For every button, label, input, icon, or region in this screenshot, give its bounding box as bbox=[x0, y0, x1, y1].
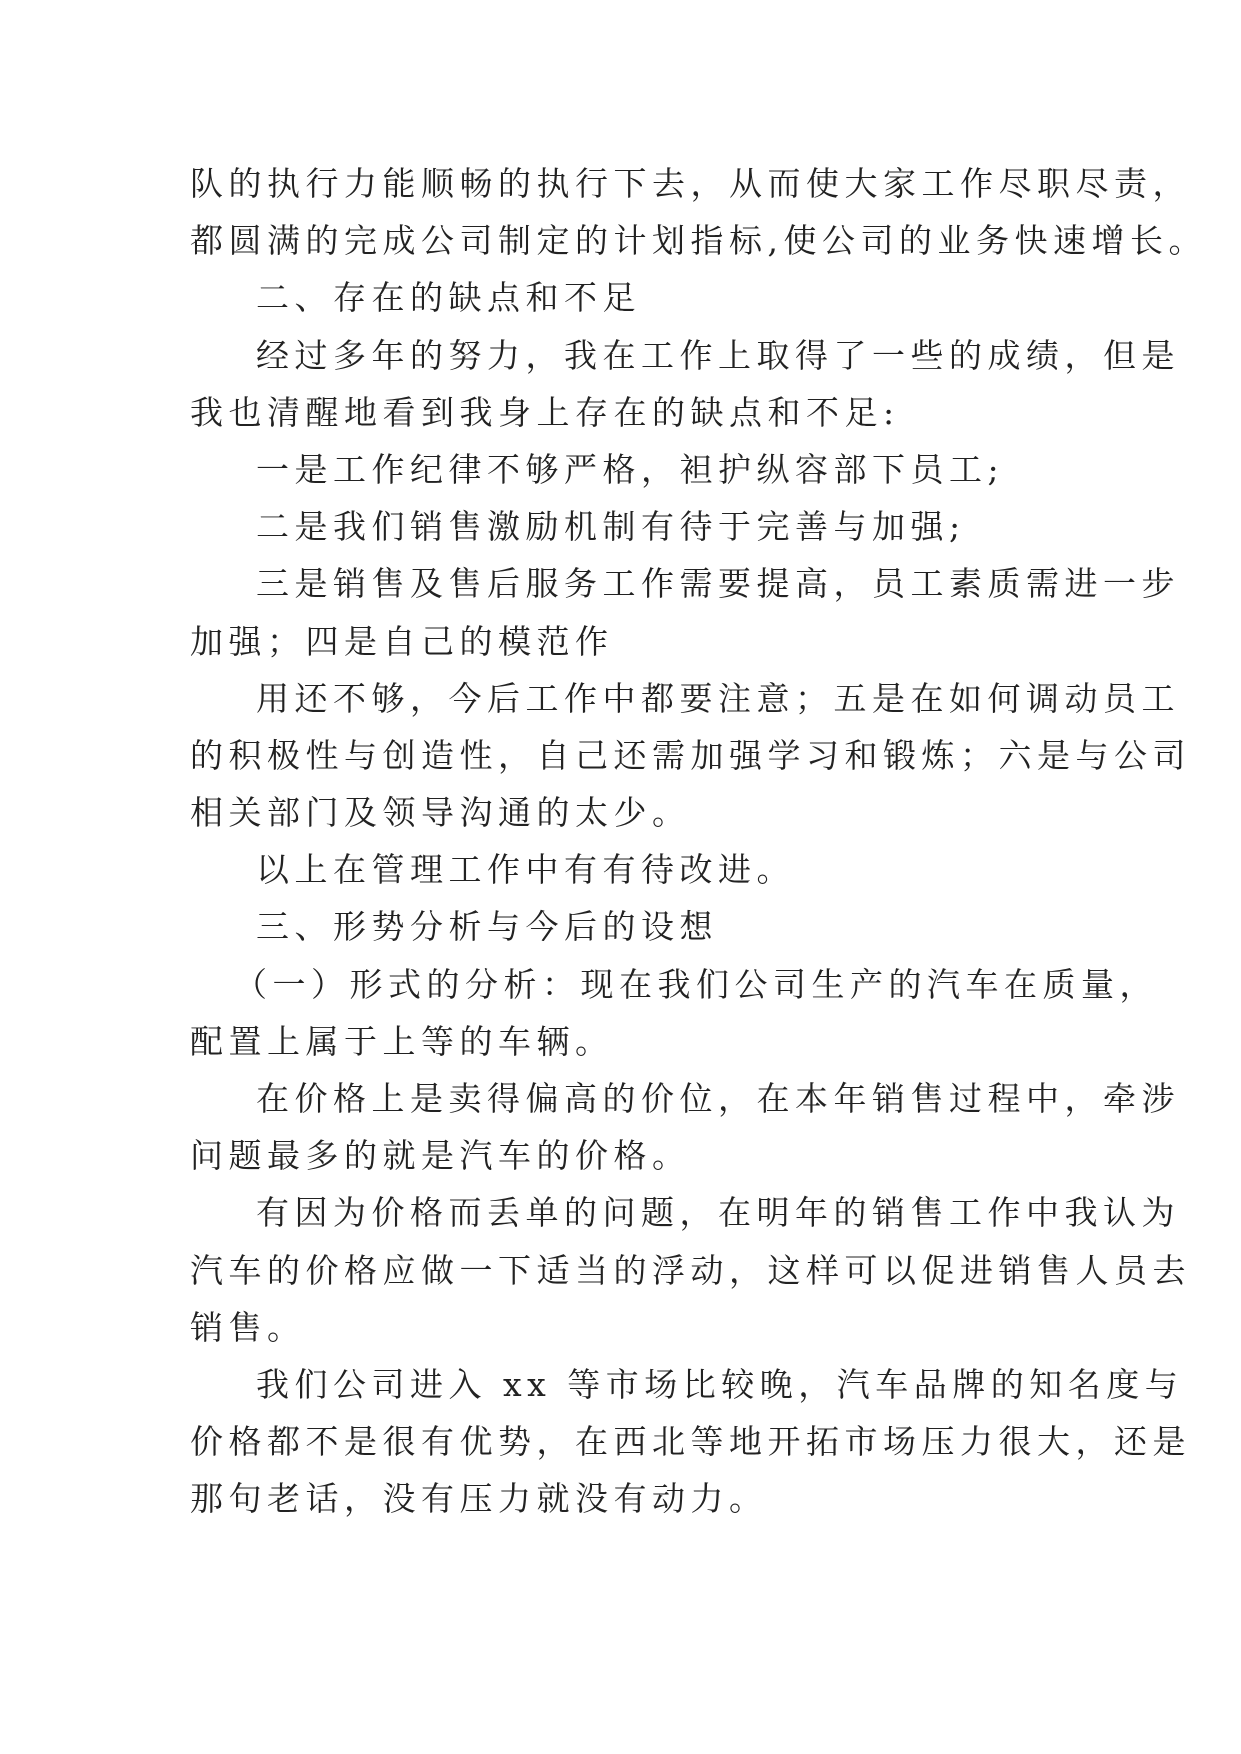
text-line: 有因为价格而丢单的问题，在明年的销售工作中我认为 bbox=[256, 1193, 1180, 1233]
text-line: 销售。 bbox=[190, 1307, 306, 1347]
text-line: 我也清醒地看到我身上存在的缺点和不足: bbox=[190, 392, 900, 432]
text-line: 队的执行力能顺畅的执行下去，从而使大家工作尽职尽责， bbox=[190, 164, 1191, 203]
text-line: 加强；四是自己的模范作 bbox=[190, 621, 614, 661]
text-line: 的积极性与创造性，自己还需加强学习和锻炼；六是与公司 bbox=[190, 735, 1191, 775]
section-heading: 三、形势分析与今后的设想 bbox=[256, 907, 718, 947]
subsection-heading: （一）形式的分析：现在我们公司生产的汽车在质量， bbox=[234, 964, 1158, 1004]
text-line: 在价格上是卖得偏高的价位，在本年销售过程中，牵涉 bbox=[256, 1079, 1180, 1118]
text-line: 一是工作纪律不够严格，袒护纵容部下员工; bbox=[256, 449, 1005, 489]
text-line: 价格都不是很有优势，在西北等地开拓市场压力很大，还是 bbox=[190, 1422, 1191, 1462]
text-line: 二是我们销售激励机制有待于完善与加强; bbox=[256, 507, 966, 547]
text-line: 配置上属于上等的车辆。 bbox=[190, 1021, 614, 1061]
document-body bbox=[190, 155, 1207, 1528]
text-line: 那句老话，没有压力就没有动力。 bbox=[190, 1479, 768, 1519]
text-line: 都圆满的完成公司制定的计划指标,使公司的业务快速增长。 bbox=[190, 221, 1207, 261]
text-line: 我们公司进入 xx 等市场比较晚，汽车品牌的知名度与 bbox=[256, 1364, 1184, 1404]
text-line: 以上在管理工作中有有待改进。 bbox=[256, 850, 795, 890]
text-line: 相关部门及领导沟通的太少。 bbox=[190, 793, 691, 833]
section-heading: 二、存在的缺点和不足 bbox=[256, 278, 641, 318]
text-line: 汽车的价格应做一下适当的浮动，这样可以促进销售人员去 bbox=[190, 1250, 1191, 1290]
text-line: 经过多年的努力，我在工作上取得了一些的成绩，但是 bbox=[256, 335, 1180, 375]
text-line: 三是销售及售后服务工作需要提高，员工素质需进一步 bbox=[256, 564, 1180, 604]
text-line: 用还不够，今后工作中都要注意；五是在如何调动员工 bbox=[256, 678, 1180, 718]
text-line: 问题最多的就是汽车的价格。 bbox=[190, 1136, 691, 1176]
